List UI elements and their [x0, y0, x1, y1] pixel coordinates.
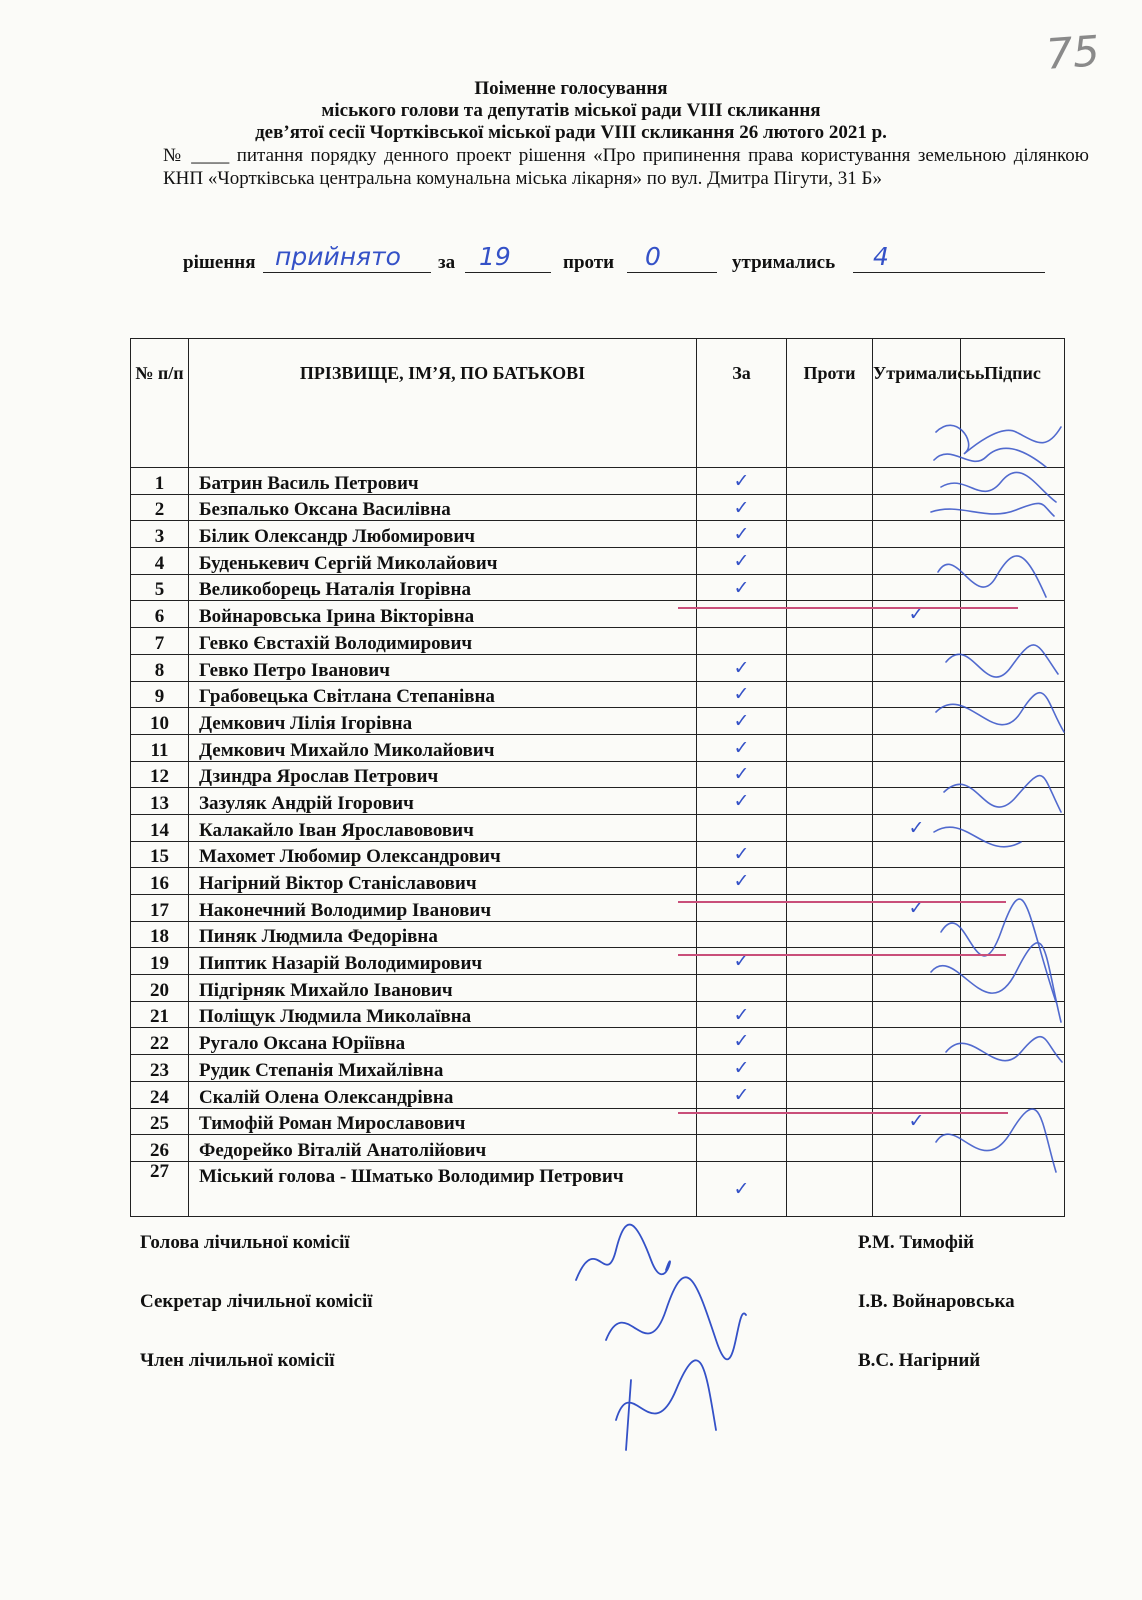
row-number: 4 [131, 548, 189, 575]
header-for: За [697, 339, 787, 468]
row-number: 27 [131, 1161, 189, 1216]
vote-for-cell: ✓ [697, 681, 787, 708]
table-row [131, 494, 1065, 521]
vote-for-cell: ✓ [697, 654, 787, 681]
row-name: Наконечний Володимир Іванович [189, 895, 697, 922]
abstain-label: утримались [732, 252, 836, 273]
against-value: 0 [645, 242, 661, 271]
table-row [131, 868, 1065, 895]
table-row [131, 548, 1065, 575]
title-line-3: дев’ятої сесії Чортківської міської ради VIII скликання 26 лютого 2021 р. [255, 122, 887, 143]
row-number: 14 [131, 814, 189, 841]
against-underline [627, 272, 717, 273]
header-num: № п/п [131, 339, 189, 468]
vote-against-cell [787, 1081, 873, 1108]
table-row [131, 1001, 1065, 1028]
table-row [131, 1055, 1065, 1082]
table-row [131, 654, 1065, 681]
vote-for-cell [697, 814, 787, 841]
vote-for-cell [697, 895, 787, 922]
vote-for-cell: ✓ [697, 1081, 787, 1108]
vote-against-cell [787, 921, 873, 948]
row-number: 15 [131, 841, 189, 868]
row-name: Калакайло Іван Ярославовович [189, 814, 697, 841]
row-number: 18 [131, 921, 189, 948]
table-row [131, 601, 1065, 628]
vote-against-cell [787, 468, 873, 495]
row-name: Грабовецька Світлана Степанівна [189, 681, 697, 708]
abstain-value: 4 [873, 242, 889, 271]
vote-against-cell [787, 761, 873, 788]
vote-against-cell [787, 654, 873, 681]
vote-against-cell [787, 948, 873, 975]
commission-signatures [556, 1220, 776, 1460]
row-name: Гевко Євстахій Володимирович [189, 628, 697, 655]
row-name: Батрин Василь Петрович [189, 468, 697, 495]
vote-against-cell [787, 681, 873, 708]
vote-for-cell: ✓ [697, 574, 787, 601]
member-name: В.С. Нагірний [858, 1350, 981, 1371]
row-name: Войнаровська Ірина Вікторівна [189, 601, 697, 628]
row-number: 7 [131, 628, 189, 655]
header-name: ПРІЗВИЩЕ, ІМ’Я, ПО БАТЬКОВІ [189, 339, 697, 468]
vote-for-cell: ✓ [697, 1161, 787, 1216]
row-number: 24 [131, 1081, 189, 1108]
vote-for-cell [697, 975, 787, 1002]
vote-against-cell [787, 1135, 873, 1162]
page-number: 75 [1044, 26, 1102, 79]
vote-for-cell: ✓ [697, 521, 787, 548]
vote-for-cell: ✓ [697, 841, 787, 868]
row-name: Демкович Лілія Ігорівна [189, 708, 697, 735]
vote-for-cell: ✓ [697, 868, 787, 895]
for-underline [465, 272, 551, 273]
row-number: 3 [131, 521, 189, 548]
row-name: Демкович Михайло Миколайович [189, 734, 697, 761]
table-row [131, 788, 1065, 815]
vote-for-cell [697, 1135, 787, 1162]
vote-for-cell: ✓ [697, 948, 787, 975]
row-name: Гевко Петро Іванович [189, 654, 697, 681]
row-number: 8 [131, 654, 189, 681]
table-row [131, 1028, 1065, 1055]
row-number: 12 [131, 761, 189, 788]
vote-for-cell: ✓ [697, 468, 787, 495]
row-number: 25 [131, 1108, 189, 1135]
vote-for-cell: ✓ [697, 1001, 787, 1028]
row-name: Підгірняк Михайло Іванович [189, 975, 697, 1002]
row-name: Великоборець Наталія Ігорівна [189, 574, 697, 601]
strike-row-26 [678, 1112, 1008, 1114]
header-signature: Підпис [961, 339, 1065, 468]
row-number: 20 [131, 975, 189, 1002]
vote-against-cell [787, 628, 873, 655]
vote-against-cell [787, 975, 873, 1002]
vote-for-cell: ✓ [697, 708, 787, 735]
row-name: Безпалько Оксана Василівна [189, 494, 697, 521]
strike-row-18 [678, 901, 1006, 903]
vote-against-cell [787, 1028, 873, 1055]
table-row [131, 1161, 1065, 1216]
row-name: Поліщук Людмила Миколаївна [189, 1001, 697, 1028]
row-number: 17 [131, 895, 189, 922]
decision-label: рішення [183, 252, 256, 273]
table-row [131, 948, 1065, 975]
row-number: 26 [131, 1135, 189, 1162]
table-row [131, 574, 1065, 601]
table-row [131, 468, 1065, 495]
table-row [131, 1135, 1065, 1162]
vote-against-cell [787, 521, 873, 548]
secretary-name: І.В. Войнаровська [858, 1291, 1015, 1312]
row-name: Махомет Любомир Олександрович [189, 841, 697, 868]
vote-against-cell [787, 548, 873, 575]
row-name: Нагірний Віктор Станіславович [189, 868, 697, 895]
member-label: Член лічильної комісії [140, 1350, 335, 1371]
vote-for-cell [697, 921, 787, 948]
row-number: 23 [131, 1055, 189, 1082]
against-label: проти [563, 252, 615, 273]
row-name: Пиняк Людмила Федорівна [189, 921, 697, 948]
vote-against-cell [787, 868, 873, 895]
chair-name: Р.М. Тимофій [858, 1232, 975, 1253]
row-number: 11 [131, 734, 189, 761]
vote-for-cell: ✓ [697, 548, 787, 575]
row-number: 13 [131, 788, 189, 815]
vote-against-cell [787, 1055, 873, 1082]
vote-against-cell [787, 734, 873, 761]
row-name: Зазуляк Андрій Ігорович [189, 788, 697, 815]
for-label: за [438, 252, 456, 273]
table-row [131, 734, 1065, 761]
vote-against-cell [787, 814, 873, 841]
row-name: Рудик Степанія Михайлівна [189, 1055, 697, 1082]
table-row [131, 975, 1065, 1002]
row-name: Дзиндра Ярослав Петрович [189, 761, 697, 788]
vote-against-cell [787, 895, 873, 922]
secretary-label: Секретар лічильної комісії [140, 1291, 373, 1312]
row-number: 19 [131, 948, 189, 975]
header-abstain: Утрималисьь [873, 339, 961, 468]
vote-against-cell [787, 841, 873, 868]
row-name: Тимофій Роман Мирославович [189, 1108, 697, 1135]
row-number: 16 [131, 868, 189, 895]
row-name: Ругало Оксана Юріївна [189, 1028, 697, 1055]
decision-underline [263, 272, 431, 273]
table-row [131, 895, 1065, 922]
row-name: Буденькевич Сергій Миколайович [189, 548, 697, 575]
title-line-2: міського голови та депутатів міської ради VIII скликання [321, 100, 821, 121]
row-number: 1 [131, 468, 189, 495]
vote-against-cell [787, 601, 873, 628]
vote-abstain-cell: ✓ [873, 895, 961, 922]
table-row [131, 681, 1065, 708]
row-number: 6 [131, 601, 189, 628]
signatures-scribbles [926, 412, 1066, 1182]
row-name: Скалій Олена Олександрівна [189, 1081, 697, 1108]
row-number: 22 [131, 1028, 189, 1055]
vote-for-cell: ✓ [697, 494, 787, 521]
row-name: Міський голова - Шматько Володимир Петрович [189, 1161, 697, 1216]
chair-label: Голова лічильної комісії [140, 1232, 350, 1253]
row-number: 21 [131, 1001, 189, 1028]
vote-for-cell [697, 601, 787, 628]
strike-row-20 [678, 954, 1006, 956]
header-against: Проти [787, 339, 873, 468]
table-row [131, 841, 1065, 868]
vote-against-cell [787, 1161, 873, 1216]
table-row [131, 628, 1065, 655]
abstain-underline [853, 272, 1045, 273]
vote-for-cell: ✓ [697, 788, 787, 815]
table-row [131, 761, 1065, 788]
title-line-1: Поіменне голосування [474, 78, 668, 99]
vote-for-cell: ✓ [697, 761, 787, 788]
vote-against-cell [787, 494, 873, 521]
vote-abstain-cell: ✓ [873, 1108, 961, 1135]
table-row [131, 708, 1065, 735]
table-row [131, 814, 1065, 841]
vote-against-cell [787, 788, 873, 815]
vote-table [130, 338, 1065, 1217]
row-number: 2 [131, 494, 189, 521]
agenda-item-text: № ____ питання порядку денного проект рішення «Про припинення права користування земельною ділянкою КНП «Чортківська центральна комунальна міська лікарня» по вул. Дмитра Пігути, 31 Б» [163, 145, 1089, 189]
row-number: 10 [131, 708, 189, 735]
row-name: Федорейко Віталій Анатолійович [189, 1135, 697, 1162]
decision-value: прийнято [275, 242, 401, 271]
table-row [131, 1081, 1065, 1108]
vote-against-cell [787, 574, 873, 601]
for-value: 19 [479, 242, 511, 271]
vote-abstain-cell: ✓ [873, 814, 961, 841]
table-row [131, 921, 1065, 948]
row-name: Білик Олександр Любомирович [189, 521, 697, 548]
vote-against-cell [787, 708, 873, 735]
decision-line [183, 242, 1073, 292]
vote-abstain-cell: ✓ [873, 601, 961, 628]
row-name: Пиптик Назарій Володимирович [189, 948, 697, 975]
vote-against-cell [787, 1001, 873, 1028]
vote-for-cell: ✓ [697, 734, 787, 761]
row-number: 9 [131, 681, 189, 708]
vote-for-cell [697, 628, 787, 655]
table-row [131, 521, 1065, 548]
row-number: 5 [131, 574, 189, 601]
vote-for-cell: ✓ [697, 1055, 787, 1082]
vote-for-cell: ✓ [697, 1028, 787, 1055]
strike-row-7 [678, 607, 1018, 609]
